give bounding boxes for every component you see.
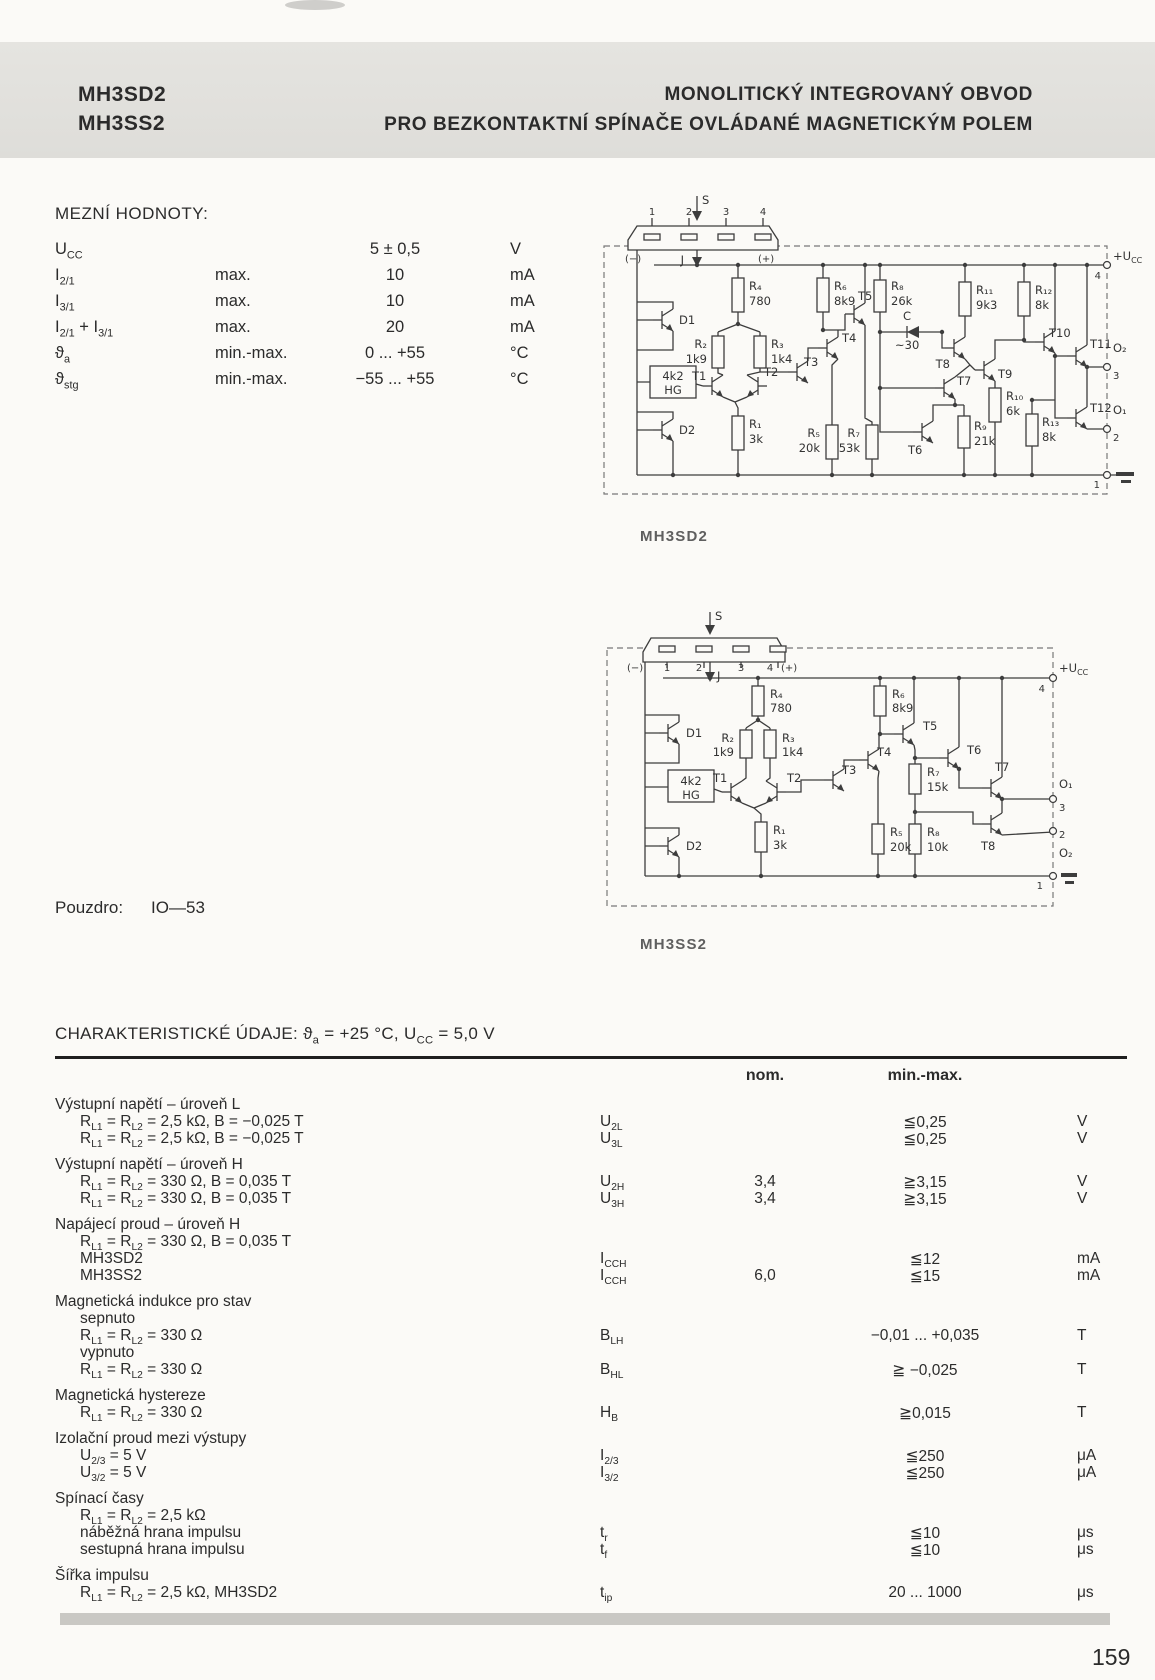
component-label: T8 (981, 839, 996, 853)
limit-symbol: $ϑ_{stg}$ (55, 370, 79, 392)
char-condition: Spínací časy (55, 1490, 144, 1508)
component-value: 780 (770, 701, 792, 715)
characteristics-title: CHARAKTERISTICKÉ ÚDAJE: $ϑ_a = +25$ °C, $U_{CC} = 5,0$ V (55, 1024, 495, 1047)
limit-symbol: $I_{3/1}$ (55, 292, 75, 314)
char-symbol: $I_{CCH}$ (600, 1267, 627, 1288)
char-condition: $R_{L1} = R_{L2} = 330$ Ω, B = 0,035 T (80, 1190, 292, 1211)
char-group-title (55, 1567, 1127, 1584)
component-value: 8k (1035, 298, 1049, 312)
char-group-title (55, 1490, 1127, 1507)
limit-value: −55 ... +55 (355, 370, 435, 388)
component-label: T1 (713, 771, 728, 785)
ground-pin: 1 (1093, 480, 1100, 491)
component-label: D2 (686, 839, 703, 853)
component-value: 8k9 (892, 701, 914, 715)
ic-package-outline (643, 638, 786, 662)
char-condition: vypnuto (80, 1344, 135, 1362)
char-unit: T (1077, 1404, 1087, 1422)
component-value: 21k (974, 434, 996, 448)
char-minmax: ≦12 (909, 1251, 941, 1269)
polarity-neg: (−) (627, 663, 644, 674)
part-number-2: MH3SS2 (78, 112, 166, 135)
output-label: O₁ (1113, 403, 1127, 417)
char-symbol: $B_{LH}$ (600, 1327, 624, 1348)
page-number: 159 (1092, 1644, 1131, 1670)
char-minmax: 20 ... 1000 (888, 1584, 962, 1602)
column-header-nom: nom. (745, 1067, 785, 1085)
component-value: 1k9 (685, 352, 707, 366)
limit-row (55, 370, 585, 396)
char-symbol: $I_{3/2}$ (600, 1464, 619, 1485)
char-symbol: $U_{2L}$ (600, 1113, 623, 1134)
char-condition: $R_{L1} = R_{L2} = 330$ Ω (80, 1327, 203, 1348)
supply-pin: 4 (1038, 684, 1045, 695)
char-nominal: 3,4 (754, 1173, 776, 1191)
component-label: T12 (1090, 401, 1112, 415)
char-condition: Magnetická indukce pro stav (55, 1293, 252, 1311)
pin-number: 2 (695, 663, 703, 674)
char-row (55, 1541, 1127, 1562)
component-label: C (903, 309, 912, 323)
schematic-mh3ss2 (593, 608, 1093, 918)
char-group-title (55, 1156, 1127, 1173)
char-condition: Magnetická hystereze (55, 1387, 206, 1405)
limit-row (55, 240, 585, 266)
char-row (55, 1173, 1127, 1194)
limit-unit: V (510, 240, 522, 258)
document-title (384, 80, 1033, 140)
component-label: R₄ (749, 279, 762, 293)
char-unit: mA (1077, 1250, 1101, 1268)
component-label: D1 (686, 726, 703, 740)
char-minmax: ≧ −0,025 (892, 1362, 958, 1380)
supply-pin: 4 (1094, 271, 1101, 282)
char-unit: μA (1077, 1447, 1097, 1465)
char-group-title (55, 1430, 1127, 1447)
char-condition: $R_{L1} = R_{L2} = 330$ Ω, B = 0,035 T (80, 1233, 292, 1254)
component-value: 9k3 (976, 298, 998, 312)
limit-unit: mA (510, 318, 535, 336)
component-value: 8k (1042, 430, 1056, 444)
polarity-pos: (+) (781, 663, 798, 674)
component-value: 6k (1006, 404, 1020, 418)
characteristics-section (55, 1024, 1127, 1605)
char-unit: V (1077, 1130, 1088, 1148)
char-row (55, 1447, 1127, 1468)
component-label: R₁₁ (976, 283, 994, 297)
component-label: R₃ (782, 731, 795, 745)
component-label: T6 (967, 743, 982, 757)
polarity-neg: (−) (625, 254, 642, 265)
char-condition: $R_{L1} = R_{L2} = 330$ Ω (80, 1361, 203, 1382)
char-row (55, 1113, 1127, 1134)
limit-qualifier: min.-max. (215, 344, 288, 362)
component-label: R₁₀ (1006, 389, 1024, 403)
component-label: T11 (1090, 337, 1112, 351)
component-label: T6 (908, 443, 923, 457)
component-label: R₈ (891, 279, 904, 293)
component-label: R₁₃ (1042, 415, 1060, 429)
char-condition: $R_{L1} = R_{L2} = 2,5$ kΩ, B = −0,025 T (80, 1113, 304, 1134)
component-label: R₆ (892, 687, 905, 701)
component-label: D1 (679, 313, 696, 327)
component-label: R₄ (770, 687, 783, 701)
char-minmax: ≦10 (909, 1525, 941, 1543)
char-symbol: $U_{2H}$ (600, 1173, 625, 1194)
component-label: R₆ (834, 279, 847, 293)
char-group-title (55, 1216, 1127, 1233)
limit-unit: mA (510, 266, 535, 284)
char-unit: μs (1077, 1584, 1094, 1602)
char-unit: V (1077, 1173, 1088, 1191)
char-nominal: 6,0 (754, 1267, 776, 1285)
limit-symbol: $ϑ_a$ (55, 344, 71, 366)
char-symbol: $t_r$ (600, 1524, 608, 1545)
ground-icon (1116, 472, 1134, 476)
component-label: R₁ (773, 823, 786, 837)
polarity-pos: (+) (758, 254, 775, 265)
component-value: 3k (749, 432, 763, 446)
char-minmax: ≧0,015 (899, 1405, 951, 1423)
resistor-symbols (668, 686, 921, 854)
char-group-title (55, 1096, 1127, 1113)
limit-symbol: $I_{2/1} + I_{3/1}$ (55, 318, 114, 340)
char-symbol: $I_{2/3}$ (600, 1447, 619, 1468)
char-condition: Napájecí proud – úroveň H (55, 1216, 241, 1234)
component-label: R₅ (890, 825, 903, 839)
component-value: 8k9 (834, 294, 856, 308)
char-row (55, 1267, 1127, 1288)
schematic-caption-ss2: MH3SS2 (640, 936, 708, 953)
component-value: 1k4 (771, 352, 793, 366)
component-label: R₃ (771, 337, 784, 351)
pin-number: 4 (766, 663, 774, 674)
package-line (55, 898, 205, 918)
component-value: 10k (927, 840, 949, 854)
component-label: T8 (935, 357, 950, 371)
schematic-mh3sd2 (592, 190, 1152, 502)
component-value: 1k9 (712, 745, 734, 759)
component-value: 20k (890, 840, 912, 854)
char-condition: $R_{L1} = R_{L2} = 2,5$ kΩ (80, 1507, 206, 1528)
output-label: O₁ (1059, 777, 1073, 791)
char-symbol: $t_{ip}$ (600, 1584, 613, 1605)
char-group-title (55, 1293, 1127, 1310)
component-label: R₁ (749, 417, 762, 431)
component-label: T5 (858, 289, 873, 303)
schematic-caption-sd2: MH3SD2 (640, 528, 709, 545)
component-value: 3k (773, 838, 787, 852)
limit-symbol: $U_{CC}$ (55, 240, 83, 262)
char-row (55, 1327, 1127, 1348)
limit-row (55, 292, 585, 318)
limit-value: 10 (385, 266, 405, 284)
char-minmax: ≦0,25 (903, 1131, 947, 1149)
ground-icon (1061, 873, 1077, 877)
char-unit: μA (1077, 1464, 1097, 1482)
limit-row (55, 344, 585, 370)
footer-bar (60, 1613, 1110, 1625)
char-row (55, 1584, 1127, 1605)
char-row (55, 1190, 1127, 1211)
junction-label: J (680, 253, 684, 267)
component-label: T3 (804, 355, 819, 369)
char-condition: $U_{2/3} = 5$ V (80, 1447, 147, 1468)
char-symbol: $t_f$ (600, 1541, 608, 1562)
component-label: R₂ (694, 337, 707, 351)
char-row (55, 1344, 1127, 1361)
limits-title: MEZNÍ HODNOTY: (55, 204, 209, 223)
char-nominal: 3,4 (754, 1190, 776, 1208)
char-condition: MH3SD2 (80, 1250, 143, 1268)
component-value: 780 (749, 294, 771, 308)
ground-pin: 1 (1036, 881, 1043, 892)
output-pin: 3 (1059, 803, 1066, 814)
char-condition: Výstupní napětí – úroveň H (55, 1156, 243, 1174)
scan-smudge (285, 0, 345, 10)
limits-rows (55, 240, 585, 396)
component-label: T4 (877, 745, 892, 759)
component-label: R₂ (721, 731, 734, 745)
limit-qualifier: max. (215, 292, 251, 310)
limit-unit: °C (510, 370, 529, 388)
hall-generator-label: HG (664, 383, 682, 397)
char-row (55, 1507, 1127, 1528)
char-condition: náběžná hrana impulsu (80, 1524, 242, 1542)
char-minmax: ≦250 (905, 1465, 945, 1483)
char-symbol: $H_B$ (600, 1404, 619, 1425)
output-pin: 2 (1059, 830, 1066, 841)
component-value: 15k (927, 780, 949, 794)
limit-unit: mA (510, 292, 535, 310)
component-label: R₇ (847, 426, 860, 440)
component-label: T1 (692, 369, 707, 383)
limits-section (55, 204, 585, 396)
char-unit: μs (1077, 1524, 1094, 1542)
switch-input-label: S (702, 193, 710, 207)
char-minmax: ≧3,15 (903, 1174, 947, 1192)
component-value: 1k4 (782, 745, 804, 759)
component-label: T2 (787, 771, 802, 785)
char-condition: sepnuto (80, 1310, 136, 1328)
char-condition: $R_{L1} = R_{L2} = 330$ Ω, B = 0,035 T (80, 1173, 292, 1194)
pin-number: 1 (663, 663, 671, 674)
component-label: R₇ (927, 765, 940, 779)
char-row (55, 1361, 1127, 1382)
component-label: T7 (957, 374, 972, 388)
package-value: IO—53 (151, 898, 205, 917)
limit-row (55, 318, 585, 344)
component-value: 20k (798, 441, 820, 455)
char-row (55, 1233, 1127, 1254)
output-label: O₂ (1113, 341, 1127, 355)
hall-generator-label: 4k2 (662, 369, 684, 383)
char-unit: V (1077, 1190, 1088, 1208)
char-row (55, 1524, 1127, 1545)
char-symbol: $U_{3L}$ (600, 1130, 623, 1151)
output-pin: 2 (1113, 433, 1120, 444)
pin-number: 3 (737, 663, 745, 674)
junction-label: J (717, 669, 721, 683)
limit-value: 10 (385, 292, 405, 310)
char-minmax: ≧3,15 (903, 1191, 947, 1209)
char-row (55, 1464, 1127, 1485)
char-symbol: $B_{HL}$ (600, 1361, 624, 1382)
char-symbol: $U_{3H}$ (600, 1190, 625, 1211)
char-condition: Šířka impulsu (55, 1567, 149, 1585)
title-line-1: MONOLITICKÝ INTEGROVANÝ OBVOD (664, 84, 1033, 105)
limit-qualifier: max. (215, 318, 251, 336)
title-line-2: PRO BEZKONTAKTNÍ SPÍNAČE OVLÁDANÉ MAGNETICKÝM POLEM (384, 114, 1033, 135)
char-condition: $R_{L1} = R_{L2} = 2,5$ kΩ, B = −0,025 T (80, 1130, 304, 1151)
char-minmax: −0,01 ... +0,035 (870, 1327, 980, 1345)
char-minmax: ≦10 (909, 1542, 941, 1560)
limit-row (55, 266, 585, 292)
char-condition: MH3SS2 (80, 1267, 143, 1285)
char-condition: $R_{L1} = R_{L2} = 2,5$ kΩ, MH3SD2 (80, 1584, 278, 1605)
component-label: R₉ (974, 419, 987, 433)
char-unit: T (1077, 1327, 1087, 1345)
ic-package-outline (628, 226, 778, 250)
component-label: T10 (1049, 326, 1071, 340)
char-condition: $U_{3/2} = 5$ V (80, 1464, 147, 1485)
char-unit: T (1077, 1361, 1087, 1379)
char-row (55, 1310, 1127, 1327)
limit-qualifier: max. (215, 266, 251, 284)
characteristics-rows (55, 1096, 1127, 1605)
component-label: T7 (995, 760, 1010, 774)
supply-label: $+U_{CC}$ (1059, 661, 1089, 677)
char-unit: mA (1077, 1267, 1101, 1285)
pin-number: 2 (685, 207, 693, 218)
component-label: D2 (679, 423, 696, 437)
char-unit: μs (1077, 1541, 1094, 1559)
component-label: T2 (764, 365, 779, 379)
component-label: T5 (923, 719, 938, 733)
hall-generator-label: HG (682, 788, 700, 802)
component-label: R₁₂ (1035, 283, 1053, 297)
char-row (55, 1404, 1127, 1425)
switch-input-label: S (715, 609, 723, 623)
char-symbol: $I_{CCH}$ (600, 1250, 627, 1271)
char-condition: $R_{L1} = R_{L2} = 330$ Ω (80, 1404, 203, 1425)
component-value: 53k (838, 441, 860, 455)
section-rule (55, 1056, 1127, 1059)
limit-unit: °C (510, 344, 529, 362)
char-condition: Výstupní napětí – úroveň L (55, 1096, 241, 1114)
hall-generator-label: 4k2 (680, 774, 702, 788)
limit-qualifier: min.-max. (215, 370, 288, 388)
char-row (55, 1130, 1127, 1151)
limit-value: 5 ± 0,5 (369, 240, 421, 258)
char-condition: sestupná hrana impulsu (80, 1541, 245, 1559)
component-label: R₅ (807, 426, 820, 440)
char-minmax: ≦15 (909, 1268, 941, 1286)
output-pin: 3 (1113, 371, 1120, 382)
column-header-minmax: min.-max. (887, 1067, 963, 1085)
limit-value: 0 ... +55 (364, 344, 426, 362)
char-minmax: ≦0,25 (903, 1114, 947, 1132)
characteristics-column-headers (55, 1067, 1127, 1087)
char-condition: Izolační proud mezi výstupy (55, 1430, 247, 1448)
limit-value: 20 (385, 318, 405, 336)
part-number-1: MH3SD2 (78, 83, 167, 106)
char-group-title (55, 1387, 1127, 1404)
part-numbers (78, 80, 166, 138)
char-unit: V (1077, 1113, 1088, 1131)
component-label: R₈ (927, 825, 940, 839)
pin-number: 4 (759, 207, 767, 218)
component-label: T9 (998, 367, 1013, 381)
component-label: T4 (842, 331, 857, 345)
pin-number: 1 (648, 207, 656, 218)
component-label: T3 (842, 763, 857, 777)
supply-label: $+U_{CC}$ (1113, 249, 1143, 265)
limit-symbol: $I_{2/1}$ (55, 266, 75, 288)
component-value: 26k (891, 294, 913, 308)
component-value: ~30 (895, 338, 920, 352)
char-row (55, 1250, 1127, 1271)
char-minmax: ≦250 (905, 1448, 945, 1466)
output-label: O₂ (1059, 846, 1073, 860)
package-label: Pouzdro: (55, 898, 124, 917)
pin-number: 3 (722, 207, 730, 218)
